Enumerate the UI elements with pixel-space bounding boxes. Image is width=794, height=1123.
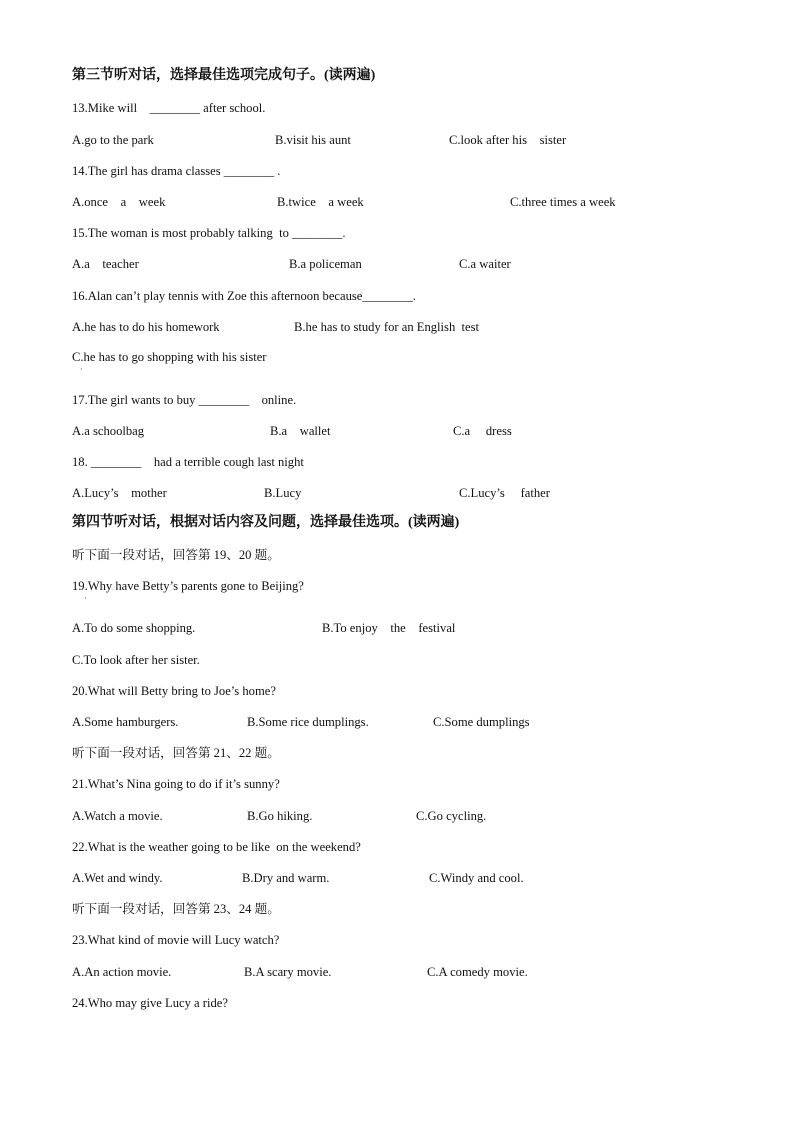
stray-dot: · [80, 365, 83, 374]
option-20-c: C.Some dumplings [433, 715, 530, 729]
option-21-c: C.Go cycling. [416, 809, 487, 823]
option-19-a: A.To do some shopping. [72, 621, 196, 635]
option-13-b: B.visit his aunt [275, 133, 351, 147]
option-13-c: C.look after his sister [449, 133, 567, 147]
option-16-b: B.he has to study for an English test [294, 320, 480, 334]
option-17-a: A.a schoolbag [72, 424, 145, 438]
question-16: 16.Alan can’t play tennis with Zoe this afternoon because________. [72, 289, 416, 303]
question-19: 19.Why have Betty’s parents gone to Beijing? [72, 579, 304, 593]
group-intro-21-22: 听下面一段对话，回答第 21、22 题。 [72, 746, 280, 760]
option-18-b: B.Lucy [264, 486, 302, 500]
option-17-b: B.a wallet [270, 424, 331, 438]
option-16-a: A.he has to do his homework [72, 320, 220, 334]
question-21: 21.What’s Nina going to do if it’s sunny? [72, 777, 280, 791]
question-14: 14.The girl has drama classes ________ . [72, 164, 281, 178]
option-22-a: A.Wet and windy. [72, 871, 163, 885]
option-15-b: B.a policeman [289, 257, 362, 271]
question-15: 15.The woman is most probably talking to ________. [72, 226, 346, 240]
option-23-c: C.A comedy movie. [427, 965, 528, 979]
question-24: 24.Who may give Lucy a ride? [72, 996, 228, 1010]
option-13-a: A.go to the park [72, 133, 154, 147]
option-14-a: A.once a week [72, 195, 166, 209]
option-14-b: B.twice a week [277, 195, 364, 209]
group-intro-23-24: 听下面一段对话，回答第 23、24 题。 [72, 902, 280, 916]
option-16-c: C.he has to go shopping with his sister [72, 350, 267, 364]
question-13: 13.Mike will ________ after school. [72, 101, 266, 115]
option-20-b: B.Some rice dumplings. [247, 715, 369, 729]
option-18-a: A.Lucy’s mother [72, 486, 167, 500]
option-15-a: A.a teacher [72, 257, 139, 271]
option-17-c: C.a dress [453, 424, 512, 438]
option-21-b: B.Go hiking. [247, 809, 313, 823]
question-23: 23.What kind of movie will Lucy watch? [72, 933, 280, 947]
question-22: 22.What is the weather going to be like on the weekend? [72, 840, 361, 854]
option-18-c: C.Lucy’s father [459, 486, 550, 500]
option-22-c: C.Windy and cool. [429, 871, 524, 885]
question-17: 17.The girl wants to buy ________ online. [72, 393, 297, 407]
option-23-b: B.A scary movie. [244, 965, 332, 979]
section4-heading: 第四节听对话，根据对话内容及问题，选择最佳选项。(读两遍) [72, 515, 460, 530]
option-19-b: B.To enjoy the festival [322, 621, 456, 635]
section3-heading: 第三节听对话，选择最佳选项完成句子。(读两遍) [72, 68, 376, 83]
option-21-a: A.Watch a movie. [72, 809, 163, 823]
option-19-c: C.To look after her sister. [72, 653, 200, 667]
question-18: 18. ________ had a terrible cough last night [72, 455, 304, 469]
option-23-a: A.An action movie. [72, 965, 172, 979]
option-22-b: B.Dry and warm. [242, 871, 330, 885]
group-intro-19-20: 听下面一段对话，回答第 19、20 题。 [72, 548, 280, 562]
option-20-a: A.Some hamburgers. [72, 715, 179, 729]
option-15-c: C.a waiter [459, 257, 511, 271]
question-20: 20.What will Betty bring to Joe’s home? [72, 684, 276, 698]
stray-dot: · [84, 594, 87, 603]
option-14-c: C.three times a week [510, 195, 616, 209]
